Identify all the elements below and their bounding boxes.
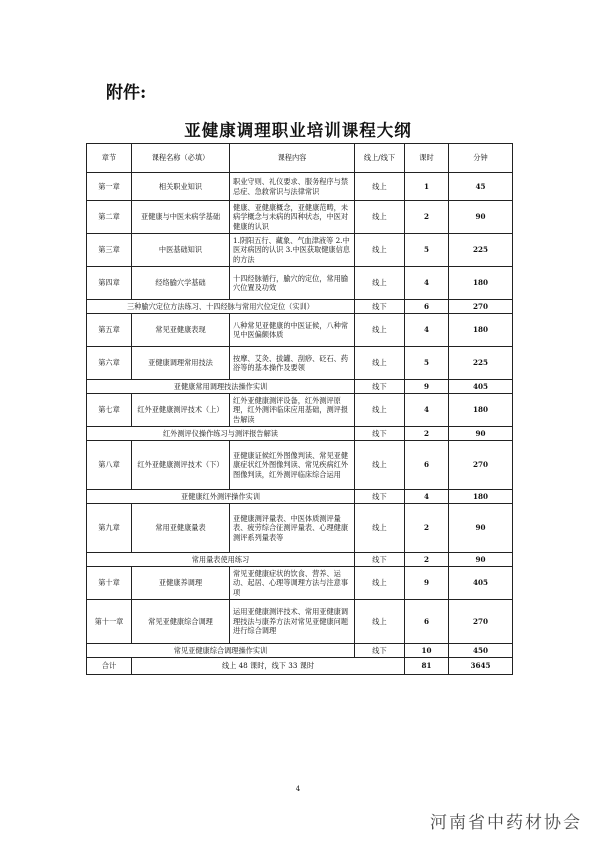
course-name-cell: 亚健康养调理 xyxy=(132,567,230,600)
course-name-cell: 常见亚健康表现 xyxy=(132,314,230,347)
chapter-row xyxy=(87,394,513,427)
table-header-row xyxy=(87,144,513,173)
hours-cell: 9 xyxy=(405,380,449,394)
hours-cell: 10 xyxy=(405,644,449,658)
header-course-name: 课程名称（必填） xyxy=(132,144,230,173)
course-content-cell: 常见亚健康症状的饮食、营养、运动、起居、心理等调理方法与注意事项 xyxy=(230,567,355,600)
chapter-cell: 第八章 xyxy=(87,441,132,490)
course-name-cell: 常见亚健康综合调理 xyxy=(132,600,230,644)
practice-row xyxy=(87,380,513,394)
mode-cell: 线上 xyxy=(355,600,405,644)
minutes-cell: 225 xyxy=(449,234,513,267)
hours-cell: 5 xyxy=(405,234,449,267)
course-content-cell: 职业守则、礼仪要求、服务程序与禁忌症、急救常识与法律常识 xyxy=(230,173,355,201)
hours-cell: 9 xyxy=(405,567,449,600)
minutes-cell: 405 xyxy=(449,380,513,394)
total-label: 合计 xyxy=(87,658,132,675)
minutes-cell: 270 xyxy=(449,300,513,314)
minutes-cell: 405 xyxy=(449,567,513,600)
footer-organization: 河南省中药材协会 xyxy=(430,813,582,833)
mode-cell: 线上 xyxy=(355,441,405,490)
chapter-row xyxy=(87,201,513,234)
minutes-cell: 45 xyxy=(449,173,513,201)
mode-cell: 线上 xyxy=(355,267,405,300)
hours-cell: 4 xyxy=(405,394,449,427)
header-hours: 课时 xyxy=(405,144,449,173)
chapter-row xyxy=(87,567,513,600)
minutes-cell: 225 xyxy=(449,347,513,380)
mode-cell: 线上 xyxy=(355,394,405,427)
chapter-cell: 第五章 xyxy=(87,314,132,347)
total-row xyxy=(87,658,513,675)
mode-cell: 线上 xyxy=(355,201,405,234)
total-hours: 81 xyxy=(405,658,449,675)
chapter-cell: 第三章 xyxy=(87,234,132,267)
chapter-row xyxy=(87,600,513,644)
minutes-cell: 90 xyxy=(449,553,513,567)
practice-row xyxy=(87,644,513,658)
mode-cell: 线下 xyxy=(355,300,405,314)
chapter-cell: 第十一章 xyxy=(87,600,132,644)
chapter-cell: 第二章 xyxy=(87,201,132,234)
course-name-cell: 经络腧穴学基础 xyxy=(132,267,230,300)
course-outline-table xyxy=(86,143,513,675)
chapter-cell: 第六章 xyxy=(87,347,132,380)
mode-cell: 线下 xyxy=(355,553,405,567)
hours-cell: 6 xyxy=(405,441,449,490)
practice-row xyxy=(87,553,513,567)
course-content-cell: 红外亚健康测评设备，红外测评原理，红外测评临床应用基础，测评报告解读 xyxy=(230,394,355,427)
mode-cell: 线上 xyxy=(355,173,405,201)
hours-cell: 6 xyxy=(405,600,449,644)
course-content-cell: 八种常见亚健康的中医证候，八种常见中医偏颇体质 xyxy=(230,314,355,347)
chapter-row xyxy=(87,441,513,490)
minutes-cell: 90 xyxy=(449,427,513,441)
practice-item: 红外测评仪操作练习与测评报告解读 xyxy=(87,427,355,441)
course-content-cell: 亚健康测评量表、中医体质测评量表、疲劳综合征测评量表、心理健康测评系列量表等 xyxy=(230,504,355,553)
course-content-cell: 亚健康证候红外图像判读、常见亚健康症状红外图像判读、常见疾病红外图像判读，红外测评临床综合运用 xyxy=(230,441,355,490)
mode-cell: 线下 xyxy=(355,644,405,658)
page-number: 4 xyxy=(295,785,301,793)
chapter-row xyxy=(87,314,513,347)
mode-cell: 线上 xyxy=(355,347,405,380)
hours-cell: 2 xyxy=(405,553,449,567)
course-content-cell: 按摩、艾灸、拔罐、刮痧、砭石、药浴等的基本操作及要领 xyxy=(230,347,355,380)
mode-cell: 线下 xyxy=(355,380,405,394)
minutes-cell: 180 xyxy=(449,490,513,504)
course-content-cell: 十四经脉循行，腧穴的定位，常用腧穴位置及功效 xyxy=(230,267,355,300)
header-mode: 线上/线下 xyxy=(355,144,405,173)
practice-item: 亚健康红外测评操作实训 xyxy=(87,490,355,504)
chapter-cell: 第十章 xyxy=(87,567,132,600)
practice-item: 常用量表使用练习 xyxy=(87,553,355,567)
minutes-cell: 270 xyxy=(449,600,513,644)
hours-cell: 2 xyxy=(405,427,449,441)
chapter-row xyxy=(87,173,513,201)
table-body xyxy=(87,173,513,658)
course-name-cell: 红外亚健康测评技术（上） xyxy=(132,394,230,427)
mode-cell: 线下 xyxy=(355,490,405,504)
course-name-cell: 亚健康与中医未病学基础 xyxy=(132,201,230,234)
total-summary: 线上 48 课时，线下 33 课时 xyxy=(132,658,405,675)
header-content: 课程内容 xyxy=(230,144,355,173)
hours-cell: 5 xyxy=(405,347,449,380)
chapter-row xyxy=(87,267,513,300)
course-name-cell: 亚健康调理常用技法 xyxy=(132,347,230,380)
course-name-cell: 中医基础知识 xyxy=(132,234,230,267)
hours-cell: 2 xyxy=(405,201,449,234)
annex-label: 附件: xyxy=(106,83,147,103)
practice-row xyxy=(87,427,513,441)
minutes-cell: 180 xyxy=(449,314,513,347)
hours-cell: 6 xyxy=(405,300,449,314)
chapter-cell: 第七章 xyxy=(87,394,132,427)
chapter-row xyxy=(87,504,513,553)
practice-row xyxy=(87,490,513,504)
minutes-cell: 90 xyxy=(449,504,513,553)
mode-cell: 线上 xyxy=(355,234,405,267)
hours-cell: 4 xyxy=(405,490,449,504)
practice-item: 亚健康常用调理技法操作实训 xyxy=(87,380,355,394)
minutes-cell: 270 xyxy=(449,441,513,490)
chapter-cell: 第一章 xyxy=(87,173,132,201)
header-minutes: 分钟 xyxy=(449,144,513,173)
course-name-cell: 常用亚健康量表 xyxy=(132,504,230,553)
page-title: 亚健康调理职业培训课程大纲 xyxy=(184,121,412,140)
minutes-cell: 90 xyxy=(449,201,513,234)
mode-cell: 线下 xyxy=(355,427,405,441)
mode-cell: 线上 xyxy=(355,314,405,347)
course-name-cell: 红外亚健康测评技术（下） xyxy=(132,441,230,490)
hours-cell: 4 xyxy=(405,267,449,300)
hours-cell: 1 xyxy=(405,173,449,201)
minutes-cell: 450 xyxy=(449,644,513,658)
practice-item: 三种腧穴定位方法练习、十四经脉与常用穴位定位（实训） xyxy=(87,300,355,314)
chapter-cell: 第九章 xyxy=(87,504,132,553)
minutes-cell: 180 xyxy=(449,267,513,300)
course-name-cell: 相关职业知识 xyxy=(132,173,230,201)
course-content-cell: 运用亚健康测评技术、常用亚健康调理技法与康养方法对常见亚健康问题进行综合调理 xyxy=(230,600,355,644)
chapter-row xyxy=(87,347,513,380)
mode-cell: 线上 xyxy=(355,504,405,553)
total-minutes: 3645 xyxy=(449,658,513,675)
practice-row xyxy=(87,300,513,314)
chapter-row xyxy=(87,234,513,267)
header-chapter: 章节 xyxy=(87,144,132,173)
course-content-cell: 健康、亚健康概念，亚健康范畴，未病学概念与未病的四种状态，中医对健康的认识 xyxy=(230,201,355,234)
chapter-cell: 第四章 xyxy=(87,267,132,300)
minutes-cell: 180 xyxy=(449,394,513,427)
hours-cell: 4 xyxy=(405,314,449,347)
practice-item: 常见亚健康综合调理操作实训 xyxy=(87,644,355,658)
course-content-cell: 1.阴阳五行、藏象、气血津液等 2.中医对病因的认识 3.中医获取健康信息的方法 xyxy=(230,234,355,267)
hours-cell: 2 xyxy=(405,504,449,553)
mode-cell: 线上 xyxy=(355,567,405,600)
